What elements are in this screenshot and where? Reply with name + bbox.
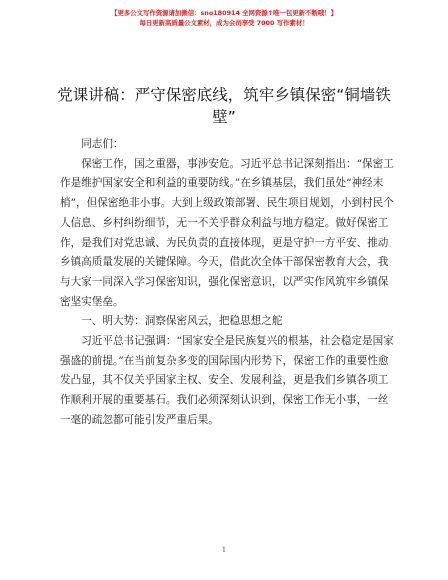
paragraph-section-1: 习近平总书记强调：“国家安全是民族复兴的根基，社会稳定是国家强盛的前提。”在当前复杂多变的国际国内形势下，保密工作的重要性愈发凸显，其不仅关乎国家主权、安全、发展利益，更是我们乡镇各项工作顺利开展的重要基石。我们必须深刻认识到，保密工作无小事，一丝一毫的疏忽都可能引发严重后果。: [60, 335, 394, 426]
document-title: 党课讲稿：严守保密底线，筑牢乡镇保密“铜墙铁壁”: [57, 86, 391, 126]
promo-banner: [0, 8, 448, 28]
section-heading: 一、明大势：洞察保密风云，把稳思想之舵: [81, 315, 283, 328]
salutation: 同志们：: [81, 138, 124, 150]
page-number: 1: [221, 546, 227, 554]
banner-line-2: 每日更新高质量公文素材，成为会员享受 7000 写作素材！: [139, 19, 309, 27]
paragraph-intro: 保密工作，国之重器，事涉安危。习近平总书记深刻指出：“保密工作是维护国家安全和利益的重要防线。”在乡镇基层，我们虽处“神经末梢”，但保密绝非小事。大到上级政策部署、民生项目规划，小到村民个人信息、乡村纠纷细节，无一不关乎群众利益与地方稳定。做好保密工作，是我们对党忠诚、为民负责的直接体现，更是守护一方平安、推动乡镇高质量发展的关键保障。今天，借此次全体干部保密教育大会，我与大家一同深入学习保密知识，强化保密意识，以严实作风筑牢乡镇保密坚实堡垒。: [60, 157, 394, 308]
document-body: [60, 135, 394, 431]
banner-line-1: 【更多公文写作资源请加微信：sno180914 全网资源↑唯一包更新不断哦！】: [111, 9, 337, 17]
